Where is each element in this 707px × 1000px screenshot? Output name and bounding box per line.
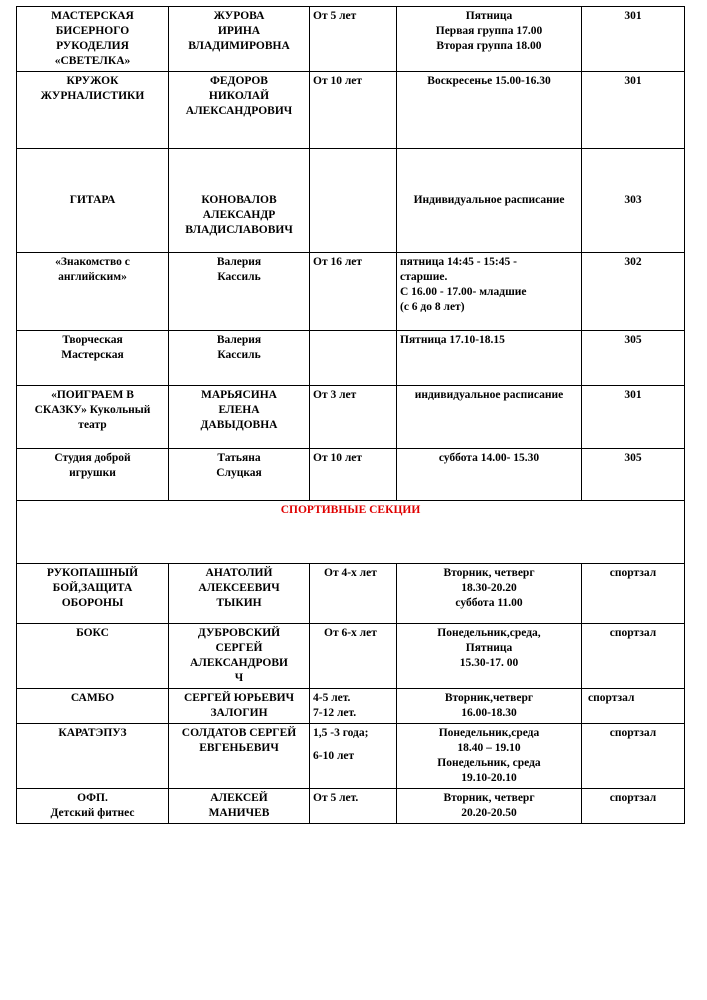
age-cell: 1,5 -3 года; 6-10 лет (310, 724, 397, 789)
room-cell: 302 (582, 253, 685, 331)
club-name-cell: Студия доброй игрушки (17, 449, 169, 501)
table-row (17, 7, 685, 72)
schedule-table (16, 6, 685, 824)
age-cell: От 5 лет. (310, 789, 397, 824)
club-name-cell: Творческая Мастерская (17, 331, 169, 386)
club-name-cell: БОКС (17, 624, 169, 689)
age-cell: От 5 лет (310, 7, 397, 72)
schedule-cell: Вторник, четверг 20.20-20.50 (397, 789, 582, 824)
club-name-cell: «ПОИГРАЕМ В СКАЗКУ» Кукольный театр (17, 386, 169, 449)
age-cell: От 16 лет (310, 253, 397, 331)
schedule-cell: Пятница Первая группа 17.00 Вторая группа 18.00 (397, 7, 582, 72)
room-cell: 301 (582, 7, 685, 72)
club-name-cell: РУКОПАШНЫЙ БОЙ,ЗАЩИТА ОБОРОНЫ (17, 564, 169, 624)
teacher-cell: АНАТОЛИЙ АЛЕКСЕЕВИЧ ТЫКИН (169, 564, 310, 624)
age-cell (310, 149, 397, 253)
age-cell: От 10 лет (310, 72, 397, 149)
schedule-cell: Понедельник,среда 18.40 – 19.10 Понедельник, среда 19.10-20.10 (397, 724, 582, 789)
table-row (17, 386, 685, 449)
teacher-cell: ФЕДОРОВ НИКОЛАЙ АЛЕКСАНДРОВИЧ (169, 72, 310, 149)
teacher-cell: СОЛДАТОВ СЕРГЕЙ ЕВГЕНЬЕВИЧ (169, 724, 310, 789)
club-name-cell: САМБО (17, 689, 169, 724)
teacher-cell: МАРЬЯСИНА ЕЛЕНА ДАВЫДОВНА (169, 386, 310, 449)
age-cell: От 6-х лет (310, 624, 397, 689)
schedule-cell: Вторник,четверг 16.00-18.30 (397, 689, 582, 724)
table-row (17, 789, 685, 824)
club-name-cell: ГИТАРА (17, 149, 169, 253)
room-cell: спортзал (582, 624, 685, 689)
age-cell: От 3 лет (310, 386, 397, 449)
schedule-cell: Индивидуальное расписание (397, 149, 582, 253)
club-name-cell: ОФП. Детский фитнес (17, 789, 169, 824)
teacher-cell: Валерия Кассиль (169, 331, 310, 386)
room-cell: 303 (582, 149, 685, 253)
schedule-cell: суббота 14.00- 15.30 (397, 449, 582, 501)
table-row (17, 724, 685, 789)
table-row (17, 564, 685, 624)
schedule-cell: Понедельник,среда, Пятница 15.30-17. 00 (397, 624, 582, 689)
age-cell: 4-5 лет. 7-12 лет. (310, 689, 397, 724)
room-cell: 305 (582, 331, 685, 386)
room-cell: 305 (582, 449, 685, 501)
teacher-cell: КОНОВАЛОВ АЛЕКСАНДР ВЛАДИСЛАВОВИЧ (169, 149, 310, 253)
teacher-cell: ЖУРОВА ИРИНА ВЛАДИМИРОВНА (169, 7, 310, 72)
room-cell: 301 (582, 72, 685, 149)
teacher-cell: ДУБРОВСКИЙ СЕРГЕЙ АЛЕКСАНДРОВИ Ч (169, 624, 310, 689)
table-row (17, 149, 685, 253)
section-title: СПОРТИВНЫЕ СЕКЦИИ (17, 501, 685, 564)
room-cell: спортзал (582, 789, 685, 824)
age-cell: От 4-х лет (310, 564, 397, 624)
club-name-cell: КАРАТЭПУЗ (17, 724, 169, 789)
room-cell: 301 (582, 386, 685, 449)
club-name-cell: МАСТЕРСКАЯ БИСЕРНОГО РУКОДЕЛИЯ «СВЕТЕЛКА» (17, 7, 169, 72)
table-row (17, 253, 685, 331)
table-row (17, 449, 685, 501)
room-cell: спортзал (582, 564, 685, 624)
club-name-cell: КРУЖОК ЖУРНАЛИСТИКИ (17, 72, 169, 149)
table-row (17, 689, 685, 724)
table-row (17, 624, 685, 689)
table-row (17, 331, 685, 386)
schedule-cell: Воскресенье 15.00-16.30 (397, 72, 582, 149)
room-cell: спортзал (582, 724, 685, 789)
teacher-cell: СЕРГЕЙ ЮРЬЕВИЧ ЗАЛОГИН (169, 689, 310, 724)
teacher-cell: Валерия Кассиль (169, 253, 310, 331)
room-cell: спортзал (582, 689, 685, 724)
teacher-cell: АЛЕКСЕЙ МАНИЧЕВ (169, 789, 310, 824)
age-cell: От 10 лет (310, 449, 397, 501)
club-name-cell: «Знакомство с английским» (17, 253, 169, 331)
schedule-cell: Пятница 17.10-18.15 (397, 331, 582, 386)
schedule-cell: пятница 14:45 - 15:45 - старшие. С 16.00 - 17.00- младшие (с 6 до 8 лет) (397, 253, 582, 331)
table-row (17, 72, 685, 149)
schedule-cell: Вторник, четверг 18.30-20.20 суббота 11.00 (397, 564, 582, 624)
age-cell (310, 331, 397, 386)
schedule-cell: индивидуальное расписание (397, 386, 582, 449)
section-header-row (17, 501, 685, 564)
teacher-cell: Татьяна Слуцкая (169, 449, 310, 501)
